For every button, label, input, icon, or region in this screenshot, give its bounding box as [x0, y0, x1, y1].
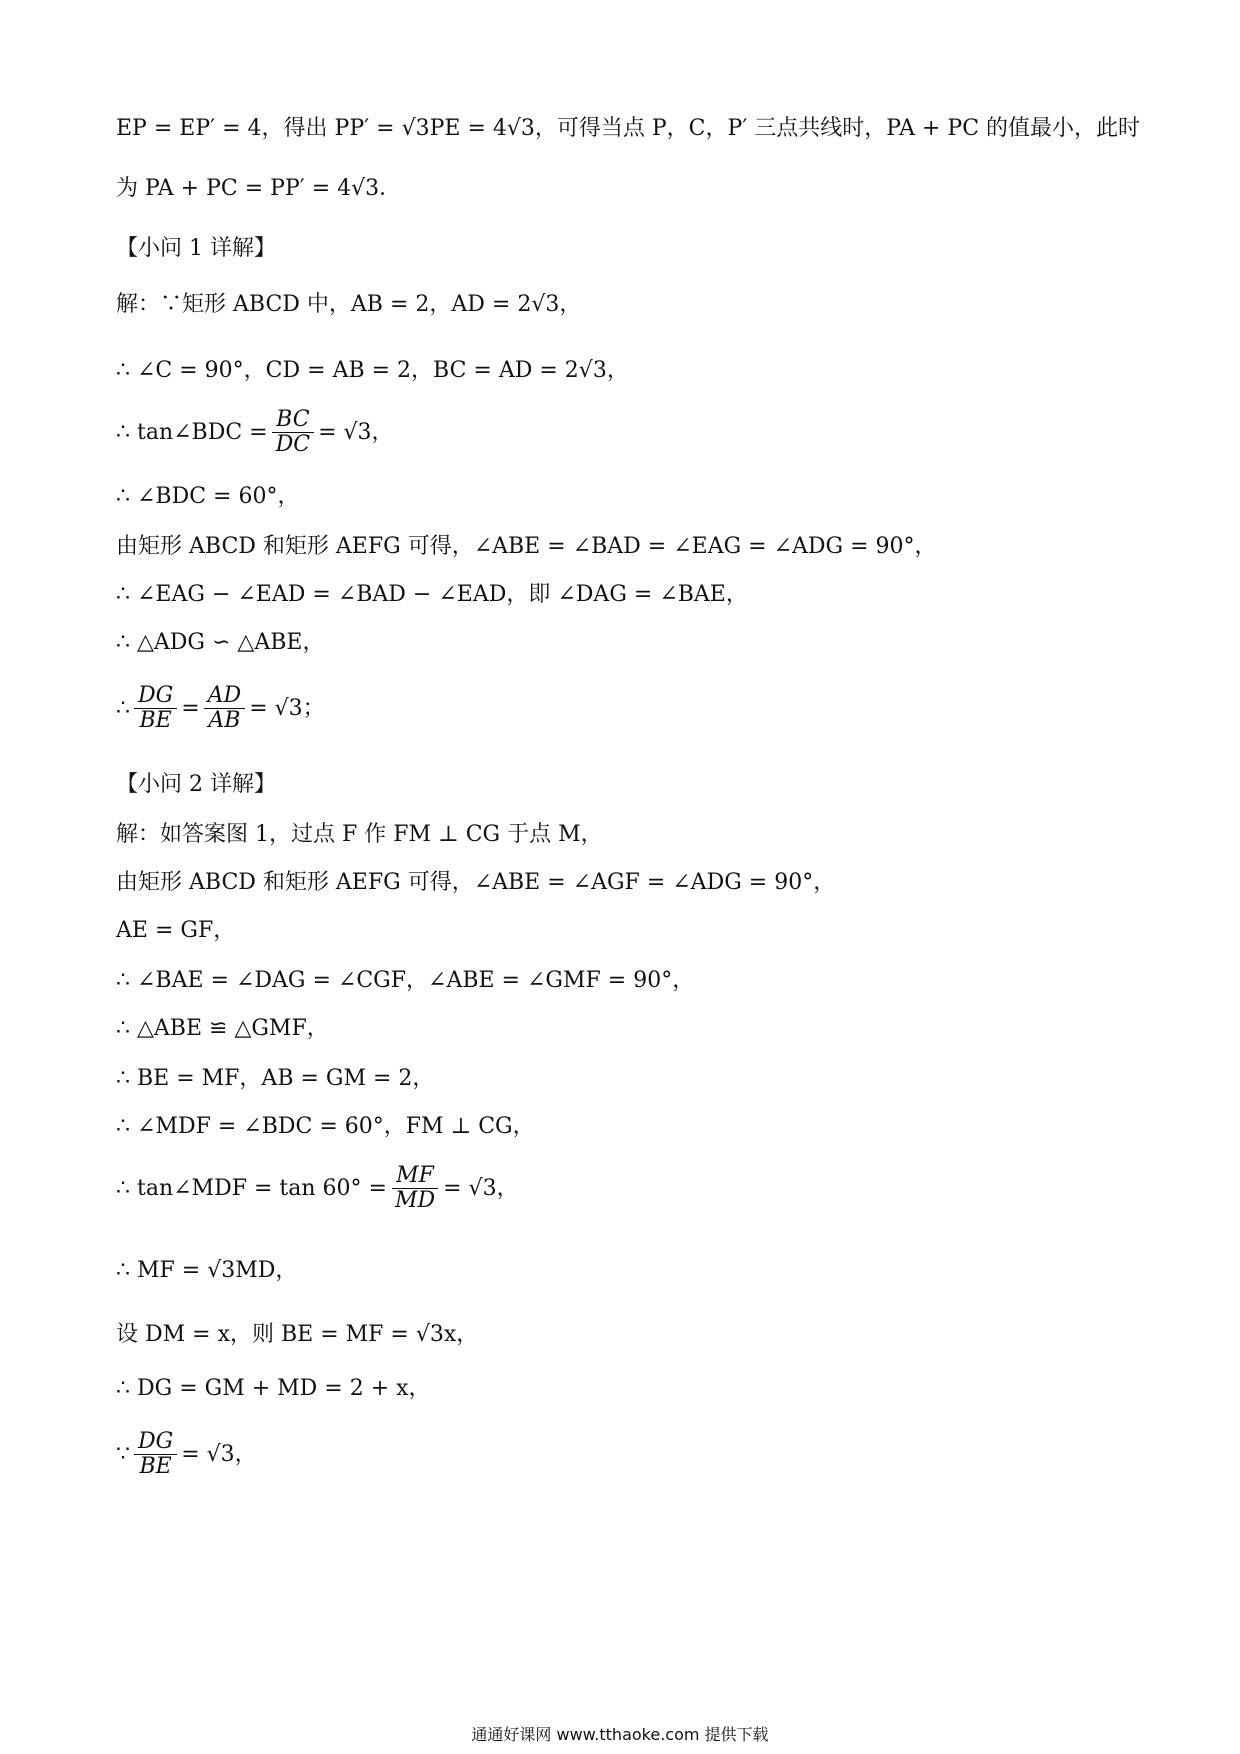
equation-text: = √3；	[249, 695, 325, 721]
text-line: ∴ △ABE ≌ △GMF，	[116, 1016, 329, 1041]
section-heading: 【小问 1 详解】	[116, 236, 276, 261]
equation-text: ∴ tan∠BDC =	[116, 419, 268, 445]
page-footer: 通通好课网 www.tthaoke.com 提供下载	[471, 1725, 769, 1744]
text-line: ∴ DG = GM + MD = 2 + x，	[116, 1376, 431, 1401]
equation-text: ∵	[116, 1441, 130, 1467]
text-line: 解：∵矩形 ABCD 中，AB = 2，AD = 2√3，	[116, 292, 582, 317]
fraction-denominator: BE	[139, 1454, 172, 1480]
text-line: 解：如答案图 1，过点 F 作 FM ⊥ CG 于点 M，	[116, 822, 603, 847]
fraction-numerator: AD	[204, 684, 246, 709]
text-line: 为 PA + PC = PP′ = 4√3．	[116, 176, 402, 201]
equation-text: =	[181, 695, 200, 721]
text-line: 由矩形 ABCD 和矩形 AEFG 可得，∠ABE = ∠BAD = ∠EAG = ∠ADG = 90°，	[116, 534, 937, 559]
equation-line	[116, 1164, 1130, 1213]
equation-text: ∴	[116, 695, 130, 721]
fraction-numerator: MF	[392, 1164, 438, 1189]
text-line: ∴ ∠EAG − ∠EAD = ∠BAD − ∠EAD，即 ∠DAG = ∠BAE，	[116, 582, 748, 607]
fraction	[134, 684, 177, 733]
equation-line	[116, 684, 1130, 733]
text-line: 由矩形 ABCD 和矩形 AEFG 可得，∠ABE = ∠AGF = ∠ADG = 90°，	[116, 870, 836, 895]
text-line: ∴ BE = MF，AB = GM = 2，	[116, 1066, 435, 1091]
fraction	[391, 1164, 439, 1213]
fraction-numerator: DG	[134, 1430, 177, 1455]
equation-text: = √3，	[181, 1441, 257, 1467]
text-line: ∴ MF = √3MD，	[116, 1258, 298, 1283]
text-line: ∴ ∠C = 90°，CD = AB = 2，BC = AD = 2√3，	[116, 358, 629, 383]
fraction-denominator: BE	[139, 708, 172, 734]
fraction-denominator: MD	[394, 1188, 436, 1214]
text-line: AE = GF，	[116, 918, 236, 943]
fraction	[272, 408, 314, 457]
text-line: 设 DM = x，则 BE = MF = √3x，	[116, 1322, 479, 1347]
section-heading: 【小问 2 详解】	[116, 772, 276, 797]
fraction	[204, 684, 246, 733]
fraction-numerator: DG	[134, 684, 177, 709]
equation-text: = √3，	[443, 1175, 519, 1201]
text-line: ∴ ∠MDF = ∠BDC = 60°，FM ⊥ CG，	[116, 1114, 535, 1139]
equation-line	[116, 1430, 1130, 1479]
fraction-numerator: BC	[272, 408, 313, 433]
text-line: EP = EP′ = 4，得出 PP′ = √3PE = 4√3，可得当点 P，C，P′ 三点共线时，PA + PC 的值最小，此时	[116, 116, 1141, 141]
equation-line	[116, 408, 1130, 457]
fraction-denominator: AB	[208, 708, 241, 734]
fraction	[134, 1430, 177, 1479]
equation-text: = √3，	[318, 419, 394, 445]
text-line: ∴ △ADG ∽ △ABE，	[116, 630, 325, 655]
fraction-denominator: DC	[275, 432, 311, 458]
equation-text: ∴ tan∠MDF = tan 60° =	[116, 1175, 387, 1201]
text-line: ∴ ∠BDC = 60°，	[116, 484, 300, 509]
text-line: ∴ ∠BAE = ∠DAG = ∠CGF，∠ABE = ∠GMF = 90°，	[116, 968, 695, 993]
